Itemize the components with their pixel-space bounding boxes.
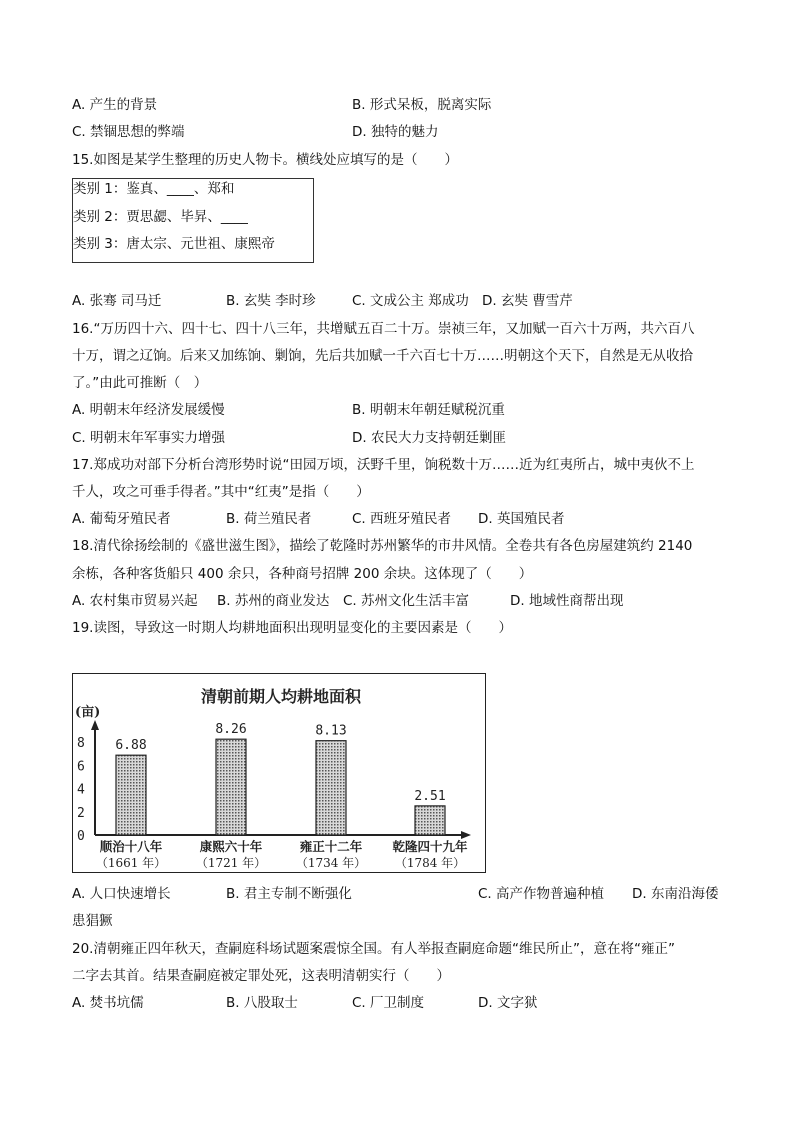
q19-option-c: C. 高产作物普遍种植: [478, 886, 605, 902]
q14-option-d: D. 独特的魅力: [352, 124, 439, 140]
q14-option-a: A. 产生的背景: [72, 97, 158, 113]
x-category-label: 顺治十八年: [99, 839, 163, 854]
q19-stem: 19.读图，导致这一时期人均耕地面积出现明显变化的主要因素是（ ）: [72, 620, 512, 636]
y-tick-label: 8: [77, 736, 85, 752]
q18-option-b: B. 苏州的商业发达: [217, 593, 330, 609]
q18-stem-line-1: 18.清代徐扬绘制的《盛世滋生图》，描绘了乾隆时苏州繁华的市井风情。全卷共有各色房屋建筑约 2140: [72, 538, 693, 554]
q16-option-b: B. 明朝末年朝廷赋税沉重: [352, 402, 505, 418]
history-figure-card: [72, 178, 314, 263]
bar: [415, 806, 445, 835]
y-axis-arrow: [91, 720, 99, 730]
y-axis-unit: (亩): [75, 705, 101, 720]
q20-option-c: C. 厂卫制度: [352, 995, 425, 1011]
q19-option-b: B. 君主专制不断强化: [226, 886, 352, 902]
bar: [216, 739, 246, 835]
x-axis-arrow: [461, 831, 471, 839]
q18-stem-line-2: 余栋，各种客货船只 400 余只，各种商号招牌 200 余块。这体现了（ ）: [72, 566, 533, 582]
bar-value-label: 6.88: [115, 738, 147, 754]
bar: [116, 755, 146, 835]
card-category-2: 类别 2：贾思勰、毕昇、____: [73, 209, 248, 225]
q14-option-b: B. 形式呆板，脱离实际: [352, 97, 492, 113]
farmland-chart-svg: [73, 674, 484, 871]
y-tick-label: 0: [77, 829, 85, 844]
q18-option-c: C. 苏州文化生活丰富: [343, 593, 470, 609]
q16-option-a: A. 明朝末年经济发展缓慢: [72, 402, 225, 418]
q16-option-c: C. 明朝末年军事实力增强: [72, 430, 226, 446]
x-category-label: 康熙六十年: [199, 839, 263, 854]
q15-stem: 15.如图是某学生整理的历史人物卡。横线处应填写的是（ ）: [72, 152, 458, 168]
x-year-label: （1721 年）: [195, 856, 267, 870]
q14-option-c: C. 禁锢思想的弊端: [72, 124, 185, 140]
bar-value-label: 8.13: [315, 723, 347, 739]
q17-stem-line-2: 千人，攻之可垂手得者。”其中“红夷”是指（ ）: [72, 484, 370, 500]
q16-option-d: D. 农民大力支持朝廷剿匪: [352, 430, 506, 446]
chart-title: 清朝前期人均耕地面积: [200, 687, 362, 706]
bar: [316, 741, 346, 835]
farmland-chart: [72, 673, 486, 873]
card-category-3: 类别 3：唐太宗、元世祖、康熙帝: [73, 236, 275, 252]
x-category-label: 雍正十二年: [299, 839, 363, 854]
y-tick-label: 2: [77, 805, 85, 821]
q15-option-c: C. 文成公主 郑成功: [352, 293, 469, 309]
bar-value-label: 8.26: [215, 722, 247, 738]
x-year-label: （1784 年）: [394, 856, 466, 870]
x-category-label: 乾隆四十九年: [392, 839, 468, 854]
q20-stem-line-2: 二字去其首。结果查嗣庭被定罪处死，这表明清朝实行（ ）: [72, 968, 450, 984]
q20-option-b: B. 八股取士: [226, 995, 298, 1011]
x-year-label: （1734 年）: [295, 856, 367, 870]
q16-stem-line-2: 十万，谓之辽饷。后来又加练饷、剿饷，先后共加赋一千六百七十万……明朝这个天下，自然是无从收拾: [72, 348, 693, 364]
q15-option-d: D. 玄奘 曹雪芹: [482, 293, 573, 309]
q15-option-a: A. 张骞 司马迁: [72, 293, 162, 309]
x-year-label: （1661 年）: [95, 856, 167, 870]
q18-option-a: A. 农村集市贸易兴起: [72, 593, 198, 609]
q20-option-a: A. 焚书坑儒: [72, 995, 144, 1011]
y-tick-label: 6: [77, 759, 85, 775]
q19-option-d-continued: 患猖獗: [72, 913, 113, 929]
q17-stem-line-1: 17.郑成功对部下分析台湾形势时说“田园万顷，沃野千里，饷税数十万……近为红夷所占，城中夷伙不上: [72, 457, 695, 473]
y-tick-label: 4: [77, 782, 85, 798]
q20-stem-line-1: 20.清朝雍正四年秋天，查嗣庭科场试题案震惊全国。有人举报查嗣庭命题“维民所止”，意在将“雍正”: [72, 941, 675, 957]
q16-stem-line-3: 了。”由此可推断（ ）: [72, 375, 208, 391]
q19-option-d: D. 东南沿海倭: [632, 886, 719, 902]
q15-option-b: B. 玄奘 李时珍: [226, 293, 316, 309]
card-category-1: 类别 1：鉴真、____、郑和: [73, 181, 235, 197]
q16-stem-line-1: 16.“万历四十六、四十七、四十八三年，共增赋五百二十万。崇祯三年，又加赋一百六十万两，共六百八: [72, 321, 695, 337]
bar-value-label: 2.51: [414, 788, 446, 804]
q20-option-d: D. 文字狱: [478, 995, 538, 1011]
q17-option-b: B. 荷兰殖民者: [226, 511, 312, 527]
q17-option-d: D. 英国殖民者: [478, 511, 565, 527]
q18-option-d: D. 地域性商帮出现: [510, 593, 624, 609]
q19-option-a: A. 人口快速增长: [72, 886, 171, 902]
q17-option-c: C. 西班牙殖民者: [352, 511, 452, 527]
q17-option-a: A. 葡萄牙殖民者: [72, 511, 171, 527]
